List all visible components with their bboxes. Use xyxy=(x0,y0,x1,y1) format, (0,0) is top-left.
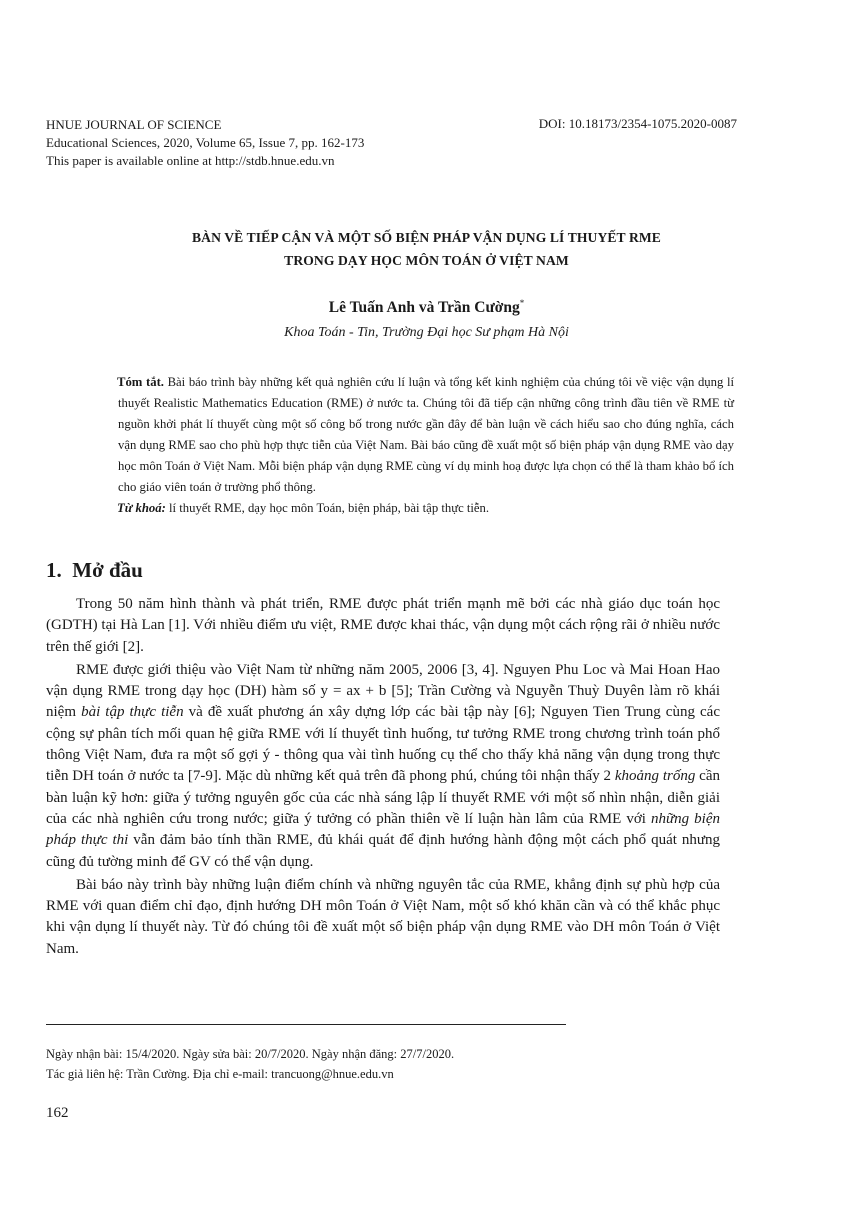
footnote xyxy=(46,1044,454,1084)
section-heading xyxy=(46,558,143,583)
corresponding-mark: * xyxy=(519,298,525,308)
footnote-divider xyxy=(46,1024,566,1025)
paragraph-3: Bài báo này trình bày những luận điểm chính và những nguyên tắc của RME, khẳng định sự phù hợp của RME với quan điểm chỉ đạo, định hướng DH môn Toán ở Việt Nam, một số khó khăn cần và có thể khắc phục khi vận dụng lí thuyết này. Từ đó chúng tôi đề xuất một số biện pháp vận dụng RME vào DH môn Toán ở Việt Nam. xyxy=(46,876,720,957)
footnote-dates: Ngày nhận bài: 15/4/2020. Ngày sửa bài: 20/7/2020. Ngày nhận đăng: 27/7/2020. xyxy=(46,1047,455,1061)
abstract-label: Tóm tắt. xyxy=(117,375,164,389)
keywords-label: Từ khoá: xyxy=(117,501,166,515)
journal-header xyxy=(46,116,364,170)
section-title: Mở đầu xyxy=(72,558,143,582)
journal-online: This paper is available online at http://stdb.hnue.edu.vn xyxy=(46,153,335,168)
section-body xyxy=(46,594,720,962)
paragraph-1: Trong 50 năm hình thành và phát triển, RME được phát triển mạnh mẽ bởi các nhà giáo dục toán học (GDTH) tại Hà Lan [1]. Với nhiều điểm ưu việt, RME được khai thác, vận dụng một cách rộng rãi ở nhiều nước trên thế giới [2]. xyxy=(46,596,720,655)
footnote-contact: Tác giả liên hệ: Trần Cường. Địa chỉ e-mail: trancuong@hnue.edu.vn xyxy=(46,1067,394,1081)
paragraph-2 xyxy=(46,660,720,873)
paragraph-2-text-b: và đề xuất phương án xây dựng lớp các bài tập này [6]; Nguyen Tien Trung cùng các cộng sự phân tích mối quan hệ giữa RME với lí thuyết tình huống, tư tưởng RME trong chương trình toán phổ thông Việt Nam, đưa ra một số gợi ý - thông qua vài tình huống cụ thể cho thấy khả năng vận dụng trong thực tiễn DH toán ở nước ta [7-9]. Mặc dù những kết quả trên đã phong phú, chúng tôi nhận thấy 2 xyxy=(46,704,720,785)
author-names: Lê Tuấn Anh và Trần Cường xyxy=(328,299,520,317)
abstract-body xyxy=(118,372,734,498)
keywords-text: lí thuyết RME, dạy học môn Toán, biện pháp, bài tập thực tiễn. xyxy=(165,501,490,515)
paragraph-2-text-c: cần bàn luận kỹ hơn: giữa ý tưởng nguyên gốc của các nhà sáng lập lí thuyết RME với một số nhìn nhận, diễn giải của các nhà nghiên cứu trong nước; giữa ý tưởng có phần thiên về lí luận hàn lâm của RME với xyxy=(46,768,720,827)
keywords xyxy=(118,498,734,519)
affiliation: Khoa Toán - Tin, Trường Đại học Sư phạm Hà Nội xyxy=(284,325,569,340)
section-number: 1. xyxy=(46,558,62,582)
paragraph-2-text-d: vẫn đảm bảo tính thần RME, đủ khái quát để định hướng hành động một cách phổ quát nhưng cũng đủ tường minh để GV có thể vận dụng. xyxy=(46,832,721,870)
abstract-text: Bài báo trình bày những kết quả nghiên cứu lí luận và tổng kết kinh nghiệm của chúng tôi về việc vận dụng lí thuyết Realistic Mathematics Education (RME) ở nước ta. Chúng tôi đã tiếp cận những công trình đầu tiên về RME từ nguồn khởi phát lí thuyết cùng một số công bố trong nước gần đây để bàn luận về cách hiểu sao cho đúng nghĩa, cách vận dụng RME sao cho phù hợp thực tiễn của Việt Nam. Bài báo cũng đề xuất một số biện pháp vận dụng RME vào dạy học môn Toán ở Việt Nam. Mỗi biện pháp vận dụng RME cùng ví dụ minh hoạ được lựa chọn có thể là tham khảo bổ ích cho giáo viên toán ở trường phổ thông. xyxy=(118,375,734,494)
paragraph-2-italic-a: bài tập thực tiễn xyxy=(81,704,184,721)
doi: DOI: 10.18173/2354-1075.2020-0087 xyxy=(538,116,737,131)
paragraph-2-italic-b: khoảng trống xyxy=(614,768,696,785)
paragraph-2-text-a: RME được giới thiệu vào Việt Nam từ những năm 2005, 2006 [3, 4]. Nguyen Phu Loc và Mai Hoan Hao vận dụng RME trong dạy học (DH) hàm số y = ax + b [5]; Trần Cường và Nguyễn Thuỳ Duyên làm rõ khái niệm xyxy=(46,661,720,721)
paragraph-2-italic-c: những biện pháp thực thi xyxy=(46,810,720,849)
page-number: 162 xyxy=(46,1105,69,1121)
abstract xyxy=(118,372,734,519)
paper-title xyxy=(0,226,853,272)
title-line-1: BÀN VỀ TIẾP CẬN VÀ MỘT SỐ BIỆN PHÁP VẬN DỤNG LÍ THUYẾT RME xyxy=(192,230,661,245)
title-line-2: TRONG DẠY HỌC MÔN TOÁN Ở VIỆT NAM xyxy=(284,253,569,268)
authors xyxy=(0,298,853,317)
journal-name: HNUE JOURNAL OF SCIENCE xyxy=(46,117,222,132)
journal-issue: Educational Sciences, 2020, Volume 65, Issue 7, pp. 162-173 xyxy=(46,135,365,150)
